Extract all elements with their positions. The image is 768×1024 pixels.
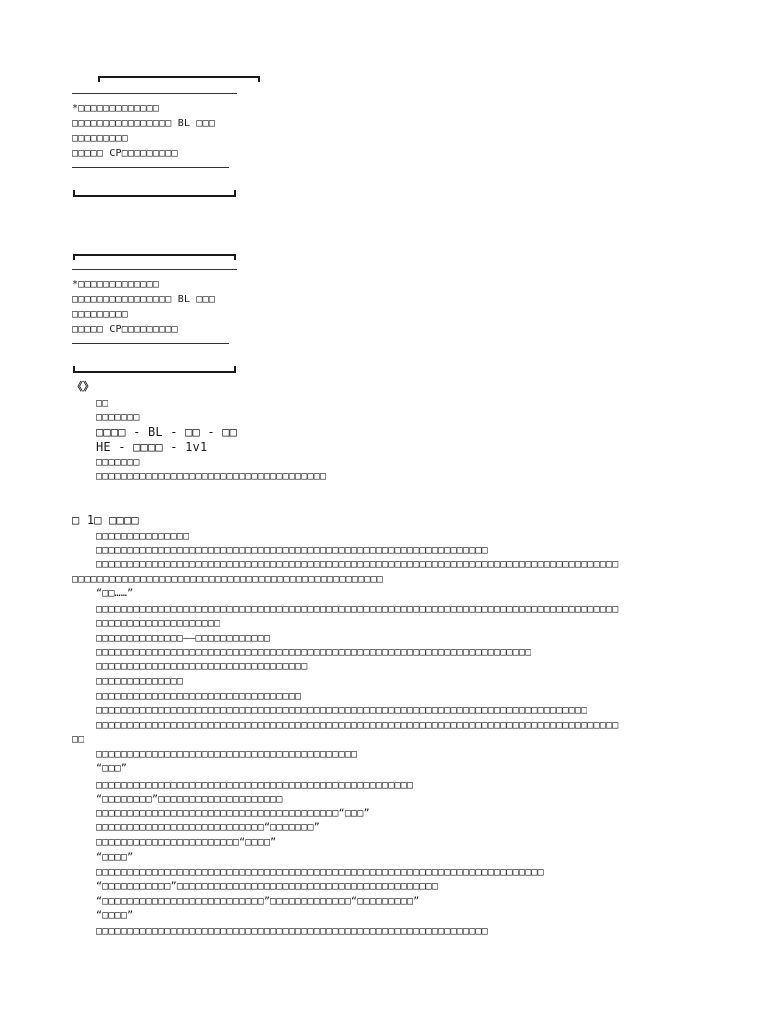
card2-line1: *□□□□□□□□□□□□□: [72, 279, 160, 290]
chapter-line: “□□□□”: [96, 852, 134, 863]
chapter-heading: □ 1□ □□□□: [72, 513, 139, 527]
meta-line1: □□: [96, 398, 109, 409]
chapter-line: □□□□□□□□□□□□□□□□□□□□□□□□□□□□□□□□□□□□□□□□□□: [96, 749, 358, 760]
chapter-line: □□□□□□□□□□□□□□□□□□□□□□□□□□□□□□□□□□□□□□□□□□□□□□□□□□: [72, 574, 384, 585]
meta-line6: □□□□□□□□□□□□□□□□□□□□□□□□□□□□□□□□□□□□□: [96, 471, 327, 482]
card1-line4: □□□□□ CP□□□□□□□□□: [72, 148, 178, 159]
chapter-line: □□□□□□□□□□□□□□□□□□□□□□□“□□□□”: [96, 837, 277, 848]
card1-top-rule: [72, 93, 237, 94]
chapter-line: □□□□□□□□□□□□□□□□□□□□□□□□□□□□□□□□□□□□□□□□□□□□□□□□□□□□□□□□□□□□□□□□□□□□□□□□□□□□□□□□□□□□: [96, 720, 619, 731]
card2-bottom-rule: [72, 343, 229, 344]
chapter-line: □□□□□□□□□□□□□□□: [96, 531, 190, 542]
chapter-line: □□□□□□□□□□□□□□□□□□□□□□□□□□□□□□□□□□□□□□□□□□□□□□□□□□□□□□□□□□□□□□□: [96, 545, 488, 556]
chapter-line: □□□□□□□□□□□□□□: [96, 676, 184, 687]
chapter-line: “□□□□□□□□”□□□□□□□□□□□□□□□□□□□□: [96, 794, 283, 805]
meta-tags: □□□□ - BL - □□ - □□: [96, 425, 238, 439]
chapter-line: □□□□□□□□□□□□□□□□□□□□□□□□□□□□□□□□□□□□□□□□□□□□□□□□□□□□□□□□□□□□□□□□□□□□□□□□□□□□□□□: [96, 705, 588, 716]
chapter-line: □□□□□□□□□□□□□□□□□□□□□□□□□□□□□□□□□□□□□□□□□□□□□□□□□□□□□□□□□□□□□□□□□□□□□□□□: [96, 867, 544, 878]
card1-bottom-frame: [73, 190, 236, 197]
chapter-line: “□□□□□□□□□□□”□□□□□□□□□□□□□□□□□□□□□□□□□□□□□□□□□□□□□□□□□□: [96, 881, 439, 892]
card1-top-frame: [98, 76, 260, 82]
chapter-line: □□□□□□□□□□□□□□□□□□□□□□□□□□□□□□□□□□□□□□□□□□□□□□□□□□□□□□□□□□□□□□□□□□□□□□□□□□□□□□□□□□□□: [96, 604, 619, 615]
chapter-line: □□□□□□□□□□□□□□□□□□□□□□□□□□□□□□□□□□□□□□□“□□□”: [96, 808, 370, 819]
card2-line2: □□□□□□□□□□□□□□□□ BL □□□: [72, 294, 216, 305]
chapter-line: “□□□”: [96, 763, 128, 774]
card2-bottom-frame: [73, 366, 236, 373]
card2-top-rule: [72, 269, 237, 270]
chapter-line: □□□□□□□□□□□□□□□□□□□□□□□□□□□□□□□□□: [96, 691, 302, 702]
card2-top-frame: [73, 254, 236, 260]
card1-line2: □□□□□□□□□□□□□□□□ BL □□□: [72, 118, 216, 129]
chapter-line: □□□□□□□□□□□□□□□□□□□□□□□□□□□□□□□□□□□□□□□□□□□□□□□□□□□□□□□□□□□□□□□□□□□□□□: [96, 647, 532, 658]
chapter-line: □□□□□□□□□□□□□□□□□□□□□□□□□□□□□□□□□□□□□□□□□□□□□□□□□□□: [96, 780, 414, 791]
chapter-line: □□: [72, 734, 85, 745]
card1-line3: □□□□□□□□□: [72, 133, 128, 144]
chapter-line: □□□□□□□□□□□□□□——□□□□□□□□□□□□: [96, 633, 271, 644]
card1-line1: *□□□□□□□□□□□□□: [72, 103, 160, 114]
chapter-line: □□□□□□□□□□□□□□□□□□□□□□□□□□□□□□□□□□: [96, 661, 308, 672]
chapter-line: “□□□□□□□□□□□□□□□□□□□□□□□□□□”□□□□□□□□□□□□□“□□□□□□□□□”: [96, 896, 420, 907]
chapter-line: □□□□□□□□□□□□□□□□□□□□□□□□□□□“□□□□□□□”: [96, 822, 320, 833]
chapter-line: “□□……”: [96, 588, 134, 599]
book-title-mark: 《》: [72, 380, 94, 393]
card2-line4: □□□□□ CP□□□□□□□□□: [72, 324, 178, 335]
chapter-line: □□□□□□□□□□□□□□□□□□□□□□□□□□□□□□□□□□□□□□□□□□□□□□□□□□□□□□□□□□□□□□□□□□□□□□□□□□□□□□□□□□□□: [96, 559, 619, 570]
meta-line5: □□□□□□□: [96, 457, 140, 468]
meta-genre: HE - □□□□ - 1v1: [96, 440, 208, 454]
meta-line2: □□□□□□□: [96, 412, 140, 423]
chapter-line: “□□□□”: [96, 910, 134, 921]
card2-line3: □□□□□□□□□: [72, 309, 128, 320]
card1-bottom-rule: [72, 167, 229, 168]
chapter-line: □□□□□□□□□□□□□□□□□□□□: [96, 618, 221, 629]
chapter-line: □□□□□□□□□□□□□□□□□□□□□□□□□□□□□□□□□□□□□□□□□□□□□□□□□□□□□□□□□□□□□□□: [96, 926, 488, 937]
